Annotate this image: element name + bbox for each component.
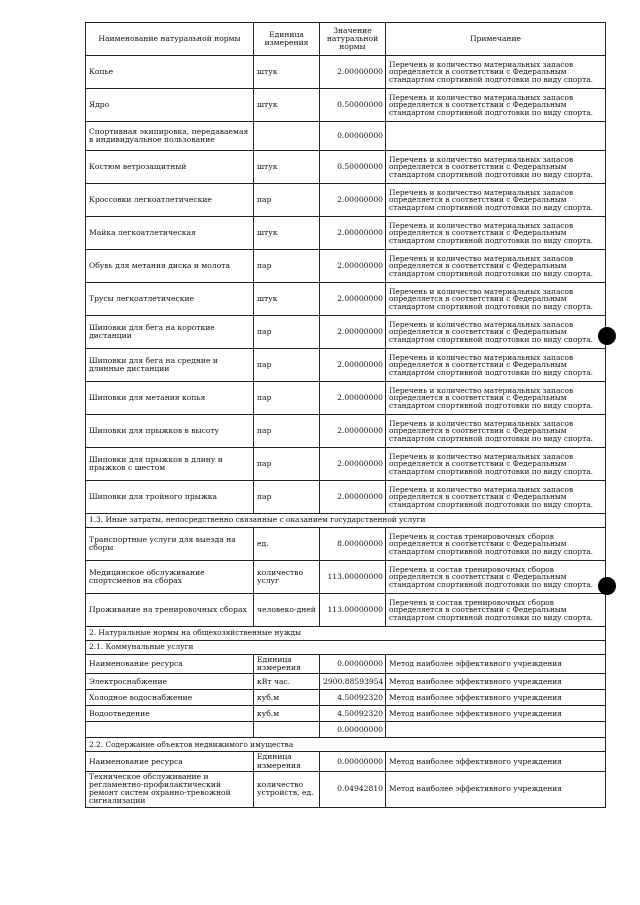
table-row bbox=[86, 316, 606, 349]
cell-value: 2.00000000 bbox=[320, 481, 386, 514]
cell-name: Проживание на тренировочных сборах bbox=[86, 594, 254, 627]
table-row bbox=[86, 722, 606, 738]
cell-unit: куб.м bbox=[254, 690, 320, 706]
cell-name: Техническое обслуживание и регламентно-профилактический ремонт систем охранно-тревожной сигнализации bbox=[86, 771, 254, 807]
cell-note: Метод наиболее эффективного учреждения bbox=[386, 655, 606, 674]
table-row bbox=[86, 151, 606, 184]
cell-unit: количество услуг bbox=[254, 561, 320, 594]
table-row bbox=[86, 481, 606, 514]
cell-value: 2.00000000 bbox=[320, 283, 386, 316]
cell-note: Перечень и количество материальных запасов определяется в соответствии с Федеральным стандартом спортивной подготовки по виду спорта. bbox=[386, 250, 606, 283]
cell-unit: пар bbox=[254, 382, 320, 415]
cell-unit bbox=[254, 722, 320, 738]
cell-name: Медицинское обслуживание спортсменов на сборах bbox=[86, 561, 254, 594]
cell-name: Копье bbox=[86, 56, 254, 89]
cell-unit: кВт час. bbox=[254, 674, 320, 690]
cell-unit: штук bbox=[254, 283, 320, 316]
cell-unit: Единица измерения bbox=[254, 655, 320, 674]
cell-value: 2.00000000 bbox=[320, 217, 386, 250]
cell-value: 8.00000000 bbox=[320, 528, 386, 561]
cell-value: 2.00000000 bbox=[320, 349, 386, 382]
cell-note: Перечень и состав тренировочных сборов определяется в соответствии с Федеральным стандартом спортивной подготовки по виду спорта. bbox=[386, 528, 606, 561]
cell-value: 0.00000000 bbox=[320, 752, 386, 771]
punch-hole-icon bbox=[598, 577, 616, 595]
table-header bbox=[86, 23, 606, 56]
cell-note: Перечень и количество материальных запасов определяется в соответствии с Федеральным стандартом спортивной подготовки по виду спорта. bbox=[386, 481, 606, 514]
table-row bbox=[86, 56, 606, 89]
cell-note: Метод наиболее эффективного учреждения bbox=[386, 771, 606, 807]
cell-value: 2900.88593954 bbox=[320, 674, 386, 690]
cell-name: Шиповки для прыжков в длину и прыжков с шестом bbox=[86, 448, 254, 481]
cell-unit: штук bbox=[254, 56, 320, 89]
section-heading: 2.2. Содержание объектов недвижимого имущества bbox=[86, 738, 606, 752]
punch-hole-icon bbox=[598, 327, 616, 345]
cell-unit: Единица измерения bbox=[254, 752, 320, 771]
cell-name: Ядро bbox=[86, 89, 254, 122]
cell-value: 2.00000000 bbox=[320, 56, 386, 89]
cell-name: Шиповки для тройного прыжка bbox=[86, 481, 254, 514]
cell-name: Шиповки для прыжков в высоту bbox=[86, 415, 254, 448]
cell-note bbox=[386, 722, 606, 738]
cell-name: Спортивная экипировка, передаваемая в индивидуальное пользование bbox=[86, 122, 254, 151]
cell-value: 0.00000000 bbox=[320, 722, 386, 738]
cell-note: Перечень и количество материальных запасов определяется в соответствии с Федеральным стандартом спортивной подготовки по виду спорта. bbox=[386, 448, 606, 481]
property-rows bbox=[86, 752, 606, 807]
cell-unit: количество устройств, ед. bbox=[254, 771, 320, 807]
cell-value: 113.00000000 bbox=[320, 561, 386, 594]
header-note: Примечание bbox=[386, 23, 606, 56]
header-value: Значение натуральной нормы bbox=[320, 23, 386, 56]
cell-value: 0.50000000 bbox=[320, 89, 386, 122]
header-name: Наименование натуральной нормы bbox=[86, 23, 254, 56]
cell-name: Шиповки для метания копья bbox=[86, 382, 254, 415]
cell-value: 2.00000000 bbox=[320, 316, 386, 349]
cell-value: 2.00000000 bbox=[320, 184, 386, 217]
cell-name: Майка легкоатлетическая bbox=[86, 217, 254, 250]
cell-name: Транспортные услуги для выезда на сборы bbox=[86, 528, 254, 561]
cell-name: Наименование ресурса bbox=[86, 655, 254, 674]
cell-note: Метод наиболее эффективного учреждения bbox=[386, 690, 606, 706]
cell-name: Трусы легкоатлетические bbox=[86, 283, 254, 316]
cell-note: Перечень и состав тренировочных сборов определяется в соответствии с Федеральным стандартом спортивной подготовки по виду спорта. bbox=[386, 561, 606, 594]
table-row bbox=[86, 184, 606, 217]
cell-name: Шиповки для бега на средние и длинные дистанции bbox=[86, 349, 254, 382]
document-page bbox=[85, 22, 605, 808]
section-heading: 2. Натуральные нормы на общехозяйственные нужды bbox=[86, 627, 606, 641]
cell-name: Обувь для метания диска и молота bbox=[86, 250, 254, 283]
table-row bbox=[86, 655, 606, 674]
cell-note: Перечень и количество материальных запасов определяется в соответствии с Федеральным стандартом спортивной подготовки по виду спорта. bbox=[386, 56, 606, 89]
table-row bbox=[86, 382, 606, 415]
cell-value: 0.04942810 bbox=[320, 771, 386, 807]
table-row bbox=[86, 283, 606, 316]
cell-unit: пар bbox=[254, 448, 320, 481]
table-row bbox=[86, 415, 606, 448]
cell-unit bbox=[254, 122, 320, 151]
header-unit: Единица измерения bbox=[254, 23, 320, 56]
table-row bbox=[86, 122, 606, 151]
cell-unit: ед. bbox=[254, 528, 320, 561]
cell-note: Перечень и количество материальных запасов определяется в соответствии с Федеральным стандартом спортивной подготовки по виду спорта. bbox=[386, 382, 606, 415]
cell-note: Перечень и количество материальных запасов определяется в соответствии с Федеральным стандартом спортивной подготовки по виду спорта. bbox=[386, 283, 606, 316]
table-row bbox=[86, 448, 606, 481]
cell-value: 113.00000000 bbox=[320, 594, 386, 627]
table-row bbox=[86, 674, 606, 690]
utilities-rows bbox=[86, 655, 606, 738]
cell-value: 2.00000000 bbox=[320, 382, 386, 415]
cell-note bbox=[386, 122, 606, 151]
cell-note: Перечень и количество материальных запасов определяется в соответствии с Федеральным стандартом спортивной подготовки по виду спорта. bbox=[386, 184, 606, 217]
cell-unit: пар bbox=[254, 184, 320, 217]
section-heading: 1.3. Иные затраты, непосредственно связанные с оказанием государственной услуги bbox=[86, 514, 606, 528]
cell-value: 2.00000000 bbox=[320, 250, 386, 283]
table-row bbox=[86, 349, 606, 382]
cell-unit: пар bbox=[254, 250, 320, 283]
cell-value: 4.50092320 bbox=[320, 690, 386, 706]
cell-note: Перечень и количество материальных запасов определяется в соответствии с Федеральным стандартом спортивной подготовки по виду спорта. bbox=[386, 217, 606, 250]
section-heading: 2.1. Коммунальные услуги bbox=[86, 641, 606, 655]
table-row bbox=[86, 561, 606, 594]
table-row bbox=[86, 771, 606, 807]
cell-name: Холодное водоснабжение bbox=[86, 690, 254, 706]
cell-value: 2.00000000 bbox=[320, 448, 386, 481]
cell-value: 0.00000000 bbox=[320, 655, 386, 674]
other-costs-rows bbox=[86, 528, 606, 627]
cell-unit: куб.м bbox=[254, 706, 320, 722]
cell-value: 0.50000000 bbox=[320, 151, 386, 184]
table-row bbox=[86, 706, 606, 722]
cell-note: Метод наиболее эффективного учреждения bbox=[386, 752, 606, 771]
cell-unit: пар bbox=[254, 349, 320, 382]
cell-unit: штук bbox=[254, 151, 320, 184]
cell-unit: пар bbox=[254, 415, 320, 448]
equipment-rows bbox=[86, 56, 606, 514]
cell-unit: пар bbox=[254, 481, 320, 514]
cell-name: Кроссовки легкоатлетические bbox=[86, 184, 254, 217]
cell-name: Водоотведение bbox=[86, 706, 254, 722]
table-row bbox=[86, 89, 606, 122]
cell-note: Метод наиболее эффективного учреждения bbox=[386, 674, 606, 690]
norms-table bbox=[85, 22, 606, 808]
cell-unit: штук bbox=[254, 89, 320, 122]
cell-name: Шиповки для бега на короткие дистанции bbox=[86, 316, 254, 349]
cell-unit: штук bbox=[254, 217, 320, 250]
table-row bbox=[86, 217, 606, 250]
cell-unit: пар bbox=[254, 316, 320, 349]
cell-value: 2.00000000 bbox=[320, 415, 386, 448]
cell-value: 4.50092320 bbox=[320, 706, 386, 722]
cell-note: Перечень и количество материальных запасов определяется в соответствии с Федеральным стандартом спортивной подготовки по виду спорта. bbox=[386, 151, 606, 184]
cell-name bbox=[86, 722, 254, 738]
cell-name: Костюм ветрозащитный bbox=[86, 151, 254, 184]
cell-note: Перечень и количество материальных запасов определяется в соответствии с Федеральным стандартом спортивной подготовки по виду спорта. bbox=[386, 89, 606, 122]
cell-note: Перечень и количество материальных запасов определяется в соответствии с Федеральным стандартом спортивной подготовки по виду спорта. bbox=[386, 349, 606, 382]
cell-name: Наименование ресурса bbox=[86, 752, 254, 771]
cell-name: Электроснабжение bbox=[86, 674, 254, 690]
cell-note: Перечень и количество материальных запасов определяется в соответствии с Федеральным стандартом спортивной подготовки по виду спорта. bbox=[386, 316, 606, 349]
cell-note: Метод наиболее эффективного учреждения bbox=[386, 706, 606, 722]
table-row bbox=[86, 250, 606, 283]
table-row bbox=[86, 690, 606, 706]
cell-unit: человеко-дней bbox=[254, 594, 320, 627]
table-row bbox=[86, 752, 606, 771]
table-row bbox=[86, 528, 606, 561]
table-row bbox=[86, 594, 606, 627]
cell-value: 0.00000000 bbox=[320, 122, 386, 151]
cell-note: Перечень и количество материальных запасов определяется в соответствии с Федеральным стандартом спортивной подготовки по виду спорта. bbox=[386, 415, 606, 448]
cell-note: Перечень и состав тренировочных сборов определяется в соответствии с Федеральным стандартом спортивной подготовки по виду спорта. bbox=[386, 594, 606, 627]
